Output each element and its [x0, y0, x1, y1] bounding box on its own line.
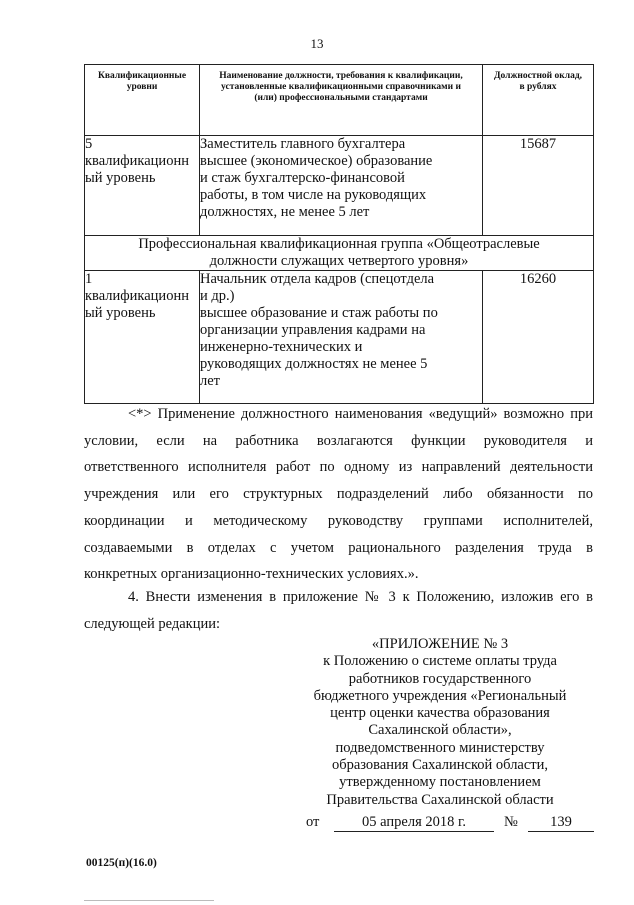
page-number: 13 — [310, 36, 324, 51]
paragraph-line: создаваемыми в отделах с учетом рационального разделения труда в — [84, 539, 593, 556]
level-cell: 5 квалификационн ый уровень — [85, 136, 200, 236]
group-title: Профессиональная квалификационная группа «Общеотраслевые должности служащих четвертого уровня» — [85, 236, 594, 271]
paragraph-line: <*> Применение должностного наименования «ведущий» возможно при — [128, 406, 593, 422]
from-label: от — [306, 814, 320, 830]
footnote-paragraph — [84, 401, 593, 588]
level-cell: 1 квалификационн ый уровень — [85, 271, 200, 404]
number-label: № — [504, 814, 518, 830]
paragraph-line: координации и методическому руководству группами исполнителей, — [84, 512, 593, 529]
resolution-number: 139 — [528, 814, 594, 832]
table-row — [85, 271, 594, 404]
bottom-rule — [84, 900, 214, 901]
signature-row — [306, 814, 606, 834]
paragraph-line: учреждения или его структурных подразделений либо обязанности по — [84, 486, 593, 503]
item-4-paragraph — [84, 584, 593, 637]
paragraph-line: условии, если на работника возлагаются функции руководителя и — [84, 432, 593, 449]
position-cell: Начальник отдела кадров (спецотдела и др.) высшее образование и стаж работы по организации управления кадрами на инженерно-технических и руководящих должностях не менее 5 лет — [200, 271, 483, 404]
header-position: Наименование должности, требования к квалификации, установленные квалификационными справочниками и (или) профессиональными стандартами — [200, 65, 483, 136]
paragraph-line: конкретных организационно-технических условиях.». — [84, 566, 419, 583]
group-row — [85, 236, 594, 271]
table-row — [85, 136, 594, 236]
document-code: 00125(п)(16.0) — [86, 857, 157, 869]
qualification-table — [84, 64, 594, 404]
paragraph-line: следующей редакции: — [84, 615, 221, 632]
header-levels: Квалификационные уровни — [85, 65, 200, 136]
salary-cell: 15687 — [483, 136, 594, 236]
salary-cell: 16260 — [483, 271, 594, 404]
position-cell: Заместитель главного бухгалтера высшее (экономическое) образование и стаж бухгалтерско-финансовой работы, в том числе на руководящих должностях, не менее 5 лет — [200, 136, 483, 236]
paragraph-line: ответственного исполнителя работ по одному из направлений деятельности — [84, 459, 593, 476]
resolution-date: 05 апреля 2018 г. — [334, 814, 494, 832]
header-salary: Должностной оклад, в рублях — [483, 65, 594, 136]
appendix-heading: «ПРИЛОЖЕНИЕ № 3 к Положению о системе оплаты труда работников государственного бюджетного учреждения «Региональный центр оценки качества образования Сахалинской области», подведомственного министерству образования Сахалинской области, утвержденному постановлением Правительства Сахалинской области — [313, 636, 567, 808]
paragraph-line: 4. Внести изменения в приложение № 3 к Положению, изложив его в — [128, 589, 593, 605]
table-header-row — [85, 65, 594, 136]
